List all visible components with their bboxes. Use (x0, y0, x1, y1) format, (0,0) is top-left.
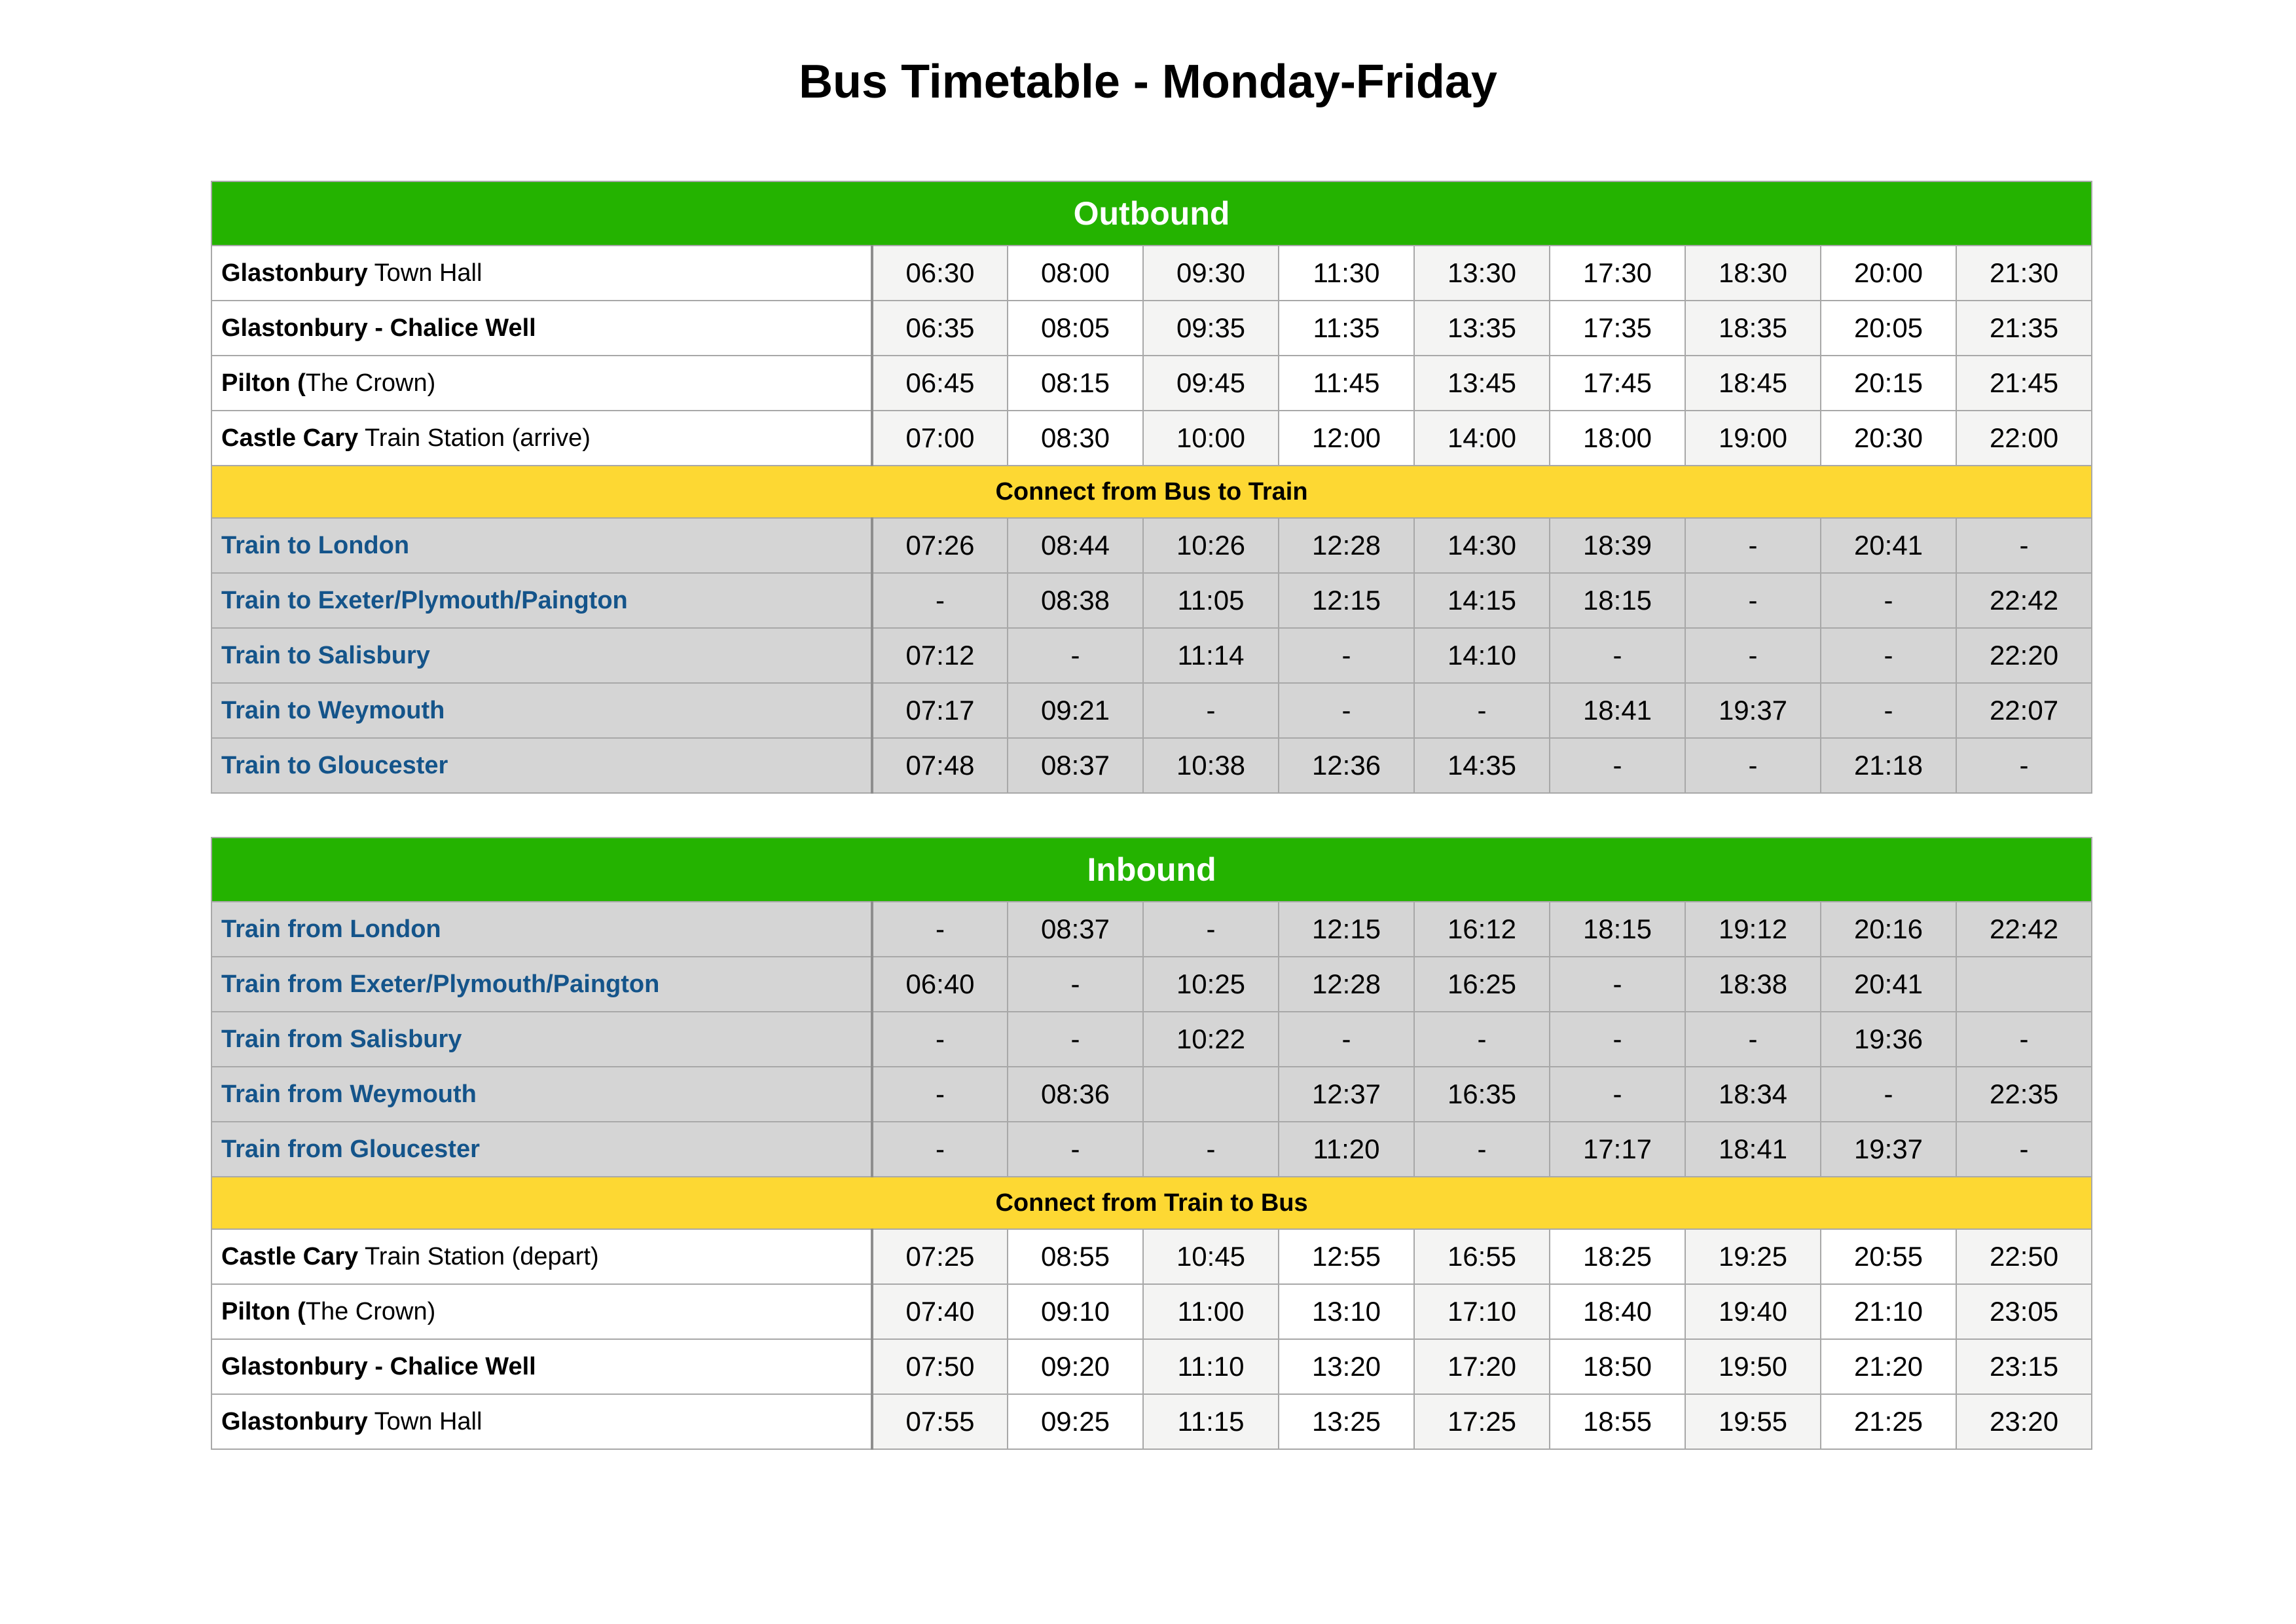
time-cell: - (1821, 1067, 1956, 1122)
time-cell: - (872, 1067, 1008, 1122)
time-cell: 09:10 (1008, 1284, 1143, 1339)
time-cell: 16:35 (1414, 1067, 1550, 1122)
stop-place: Castle Cary (221, 1242, 359, 1270)
time-cell: 18:15 (1550, 573, 1685, 628)
time-cell: - (1821, 573, 1956, 628)
time-cell: 08:37 (1008, 738, 1143, 793)
time-cell: 22:35 (1956, 1067, 2092, 1122)
time-cell: 21:18 (1821, 738, 1956, 793)
time-cell: 14:35 (1414, 738, 1550, 793)
page-title: Bus Timetable - Monday-Friday (799, 56, 1497, 108)
time-cell: 20:00 (1821, 246, 1956, 301)
time-cell: - (1143, 902, 1279, 957)
train-connection-row (211, 1122, 2092, 1177)
time-cell: 08:00 (1008, 246, 1143, 301)
time-cell: - (1685, 738, 1821, 793)
time-cell: 18:38 (1685, 957, 1821, 1012)
time-cell: - (1008, 1122, 1143, 1177)
connect-bus-to-train-banner (211, 466, 2092, 518)
time-cell: - (1008, 957, 1143, 1012)
time-cell: 19:36 (1821, 1012, 1956, 1067)
stop-name (211, 1284, 872, 1339)
time-cell: 10:38 (1143, 738, 1279, 793)
time-cell: 09:20 (1008, 1339, 1143, 1394)
stop-place: Glastonbury (221, 259, 368, 287)
time-cell: - (1685, 1012, 1821, 1067)
time-cell: 18:39 (1550, 518, 1685, 573)
time-cell: 12:28 (1279, 518, 1414, 573)
time-cell: 22:07 (1956, 683, 2092, 738)
time-cell: 11:45 (1279, 356, 1414, 411)
time-cell: - (1685, 628, 1821, 683)
time-cell: 16:25 (1414, 957, 1550, 1012)
time-cell: 21:20 (1821, 1339, 1956, 1394)
time-cell: 12:15 (1279, 902, 1414, 957)
time-cell: 20:05 (1821, 301, 1956, 356)
train-label: Train from Weymouth (211, 1067, 872, 1122)
train-label: Train to Salisbury (211, 628, 872, 683)
time-cell: 18:45 (1685, 356, 1821, 411)
time-cell: 18:41 (1550, 683, 1685, 738)
time-cell: 10:22 (1143, 1012, 1279, 1067)
time-cell: 20:15 (1821, 356, 1956, 411)
time-cell: 12:37 (1279, 1067, 1414, 1122)
stop-place: Glastonbury (221, 1407, 368, 1435)
time-cell: 08:36 (1008, 1067, 1143, 1122)
time-cell: 07:26 (872, 518, 1008, 573)
time-cell: 19:40 (1685, 1284, 1821, 1339)
stop-detail: The Crown) (305, 1297, 436, 1325)
time-cell: 20:55 (1821, 1229, 1956, 1284)
time-cell: - (1956, 1012, 2092, 1067)
time-cell: 17:25 (1414, 1394, 1550, 1449)
time-cell: - (872, 573, 1008, 628)
time-cell: 22:42 (1956, 902, 2092, 957)
train-label: Train to London (211, 518, 872, 573)
stop-detail: Town Hall (367, 259, 483, 287)
time-cell: - (1143, 683, 1279, 738)
time-cell: 11:14 (1143, 628, 1279, 683)
time-cell: 20:16 (1821, 902, 1956, 957)
time-cell: 06:40 (872, 957, 1008, 1012)
time-cell: 06:35 (872, 301, 1008, 356)
train-connection-row (211, 573, 2092, 628)
train-label: Train to Weymouth (211, 683, 872, 738)
time-cell (1956, 957, 2092, 1012)
time-cell: 21:35 (1956, 301, 2092, 356)
time-cell: 07:40 (872, 1284, 1008, 1339)
time-cell: 07:25 (872, 1229, 1008, 1284)
time-cell: 23:15 (1956, 1339, 2092, 1394)
time-cell: 19:50 (1685, 1339, 1821, 1394)
time-cell: 19:37 (1821, 1122, 1956, 1177)
time-cell: 11:15 (1143, 1394, 1279, 1449)
train-connection-row (211, 518, 2092, 573)
time-cell: 21:10 (1821, 1284, 1956, 1339)
time-cell: - (1550, 738, 1685, 793)
time-cell: - (872, 1012, 1008, 1067)
train-connection-row (211, 1067, 2092, 1122)
time-cell: 21:25 (1821, 1394, 1956, 1449)
stop-place: Pilton ( (221, 369, 306, 397)
stop-place: Glastonbury - Chalice Well (221, 314, 536, 342)
time-cell: 07:12 (872, 628, 1008, 683)
time-cell: 22:00 (1956, 411, 2092, 466)
stop-name (211, 301, 872, 356)
time-cell: - (1414, 1012, 1550, 1067)
train-label: Train to Gloucester (211, 738, 872, 793)
time-cell: 17:20 (1414, 1339, 1550, 1394)
time-cell: 22:20 (1956, 628, 2092, 683)
bus-stop-row (211, 1339, 2092, 1394)
train-label: Train to Exeter/Plymouth/Paington (211, 573, 872, 628)
time-cell: 20:41 (1821, 518, 1956, 573)
time-cell: 18:50 (1550, 1339, 1685, 1394)
time-cell: 11:35 (1279, 301, 1414, 356)
train-connection-row (211, 628, 2092, 683)
time-cell: 07:50 (872, 1339, 1008, 1394)
time-cell: 08:30 (1008, 411, 1143, 466)
bus-stop-row (211, 356, 2092, 411)
time-cell: 22:50 (1956, 1229, 2092, 1284)
train-connection-row (211, 738, 2092, 793)
time-cell: 16:12 (1414, 902, 1550, 957)
stop-name (211, 246, 872, 301)
time-cell: 20:41 (1821, 957, 1956, 1012)
time-cell: 10:26 (1143, 518, 1279, 573)
time-cell: 17:35 (1550, 301, 1685, 356)
time-cell: 18:15 (1550, 902, 1685, 957)
time-cell: - (1279, 683, 1414, 738)
time-cell: - (1956, 738, 2092, 793)
bus-stop-row (211, 301, 2092, 356)
time-cell: 11:10 (1143, 1339, 1279, 1394)
inbound-timetable (211, 837, 2092, 1450)
train-label: Train from Gloucester (211, 1122, 872, 1177)
time-cell: - (1008, 1012, 1143, 1067)
time-cell: 23:05 (1956, 1284, 2092, 1339)
time-cell: 19:37 (1685, 683, 1821, 738)
time-cell: - (1685, 518, 1821, 573)
time-cell: 14:15 (1414, 573, 1550, 628)
time-cell: 13:25 (1279, 1394, 1414, 1449)
time-cell: - (1821, 628, 1956, 683)
bus-stop-row (211, 1394, 2092, 1449)
time-cell: 11:30 (1279, 246, 1414, 301)
time-cell: 19:55 (1685, 1394, 1821, 1449)
time-cell: 12:00 (1279, 411, 1414, 466)
stop-place: Castle Cary (221, 424, 359, 452)
time-cell: - (1414, 683, 1550, 738)
train-label: Train from Salisbury (211, 1012, 872, 1067)
time-cell: - (1414, 1122, 1550, 1177)
time-cell: 18:30 (1685, 246, 1821, 301)
stop-name (211, 1229, 872, 1284)
time-cell: - (1821, 683, 1956, 738)
train-connection-row (211, 902, 2092, 957)
time-cell: 08:05 (1008, 301, 1143, 356)
bus-stop-row (211, 1284, 2092, 1339)
time-cell: - (1143, 1122, 1279, 1177)
time-cell: 12:36 (1279, 738, 1414, 793)
stop-name (211, 356, 872, 411)
stop-name (211, 1339, 872, 1394)
connect-bus-to-train-banner-text: Connect from Bus to Train (211, 466, 2092, 518)
time-cell: 09:30 (1143, 246, 1279, 301)
time-cell: 19:00 (1685, 411, 1821, 466)
time-cell: 11:05 (1143, 573, 1279, 628)
time-cell: 17:10 (1414, 1284, 1550, 1339)
time-cell: - (872, 902, 1008, 957)
time-cell: 09:35 (1143, 301, 1279, 356)
time-cell: 10:00 (1143, 411, 1279, 466)
time-cell: 09:45 (1143, 356, 1279, 411)
time-cell: 11:20 (1279, 1122, 1414, 1177)
time-cell: 06:30 (872, 246, 1008, 301)
time-cell: - (1550, 957, 1685, 1012)
connect-train-to-bus-banner (211, 1177, 2092, 1229)
time-cell: 07:48 (872, 738, 1008, 793)
time-cell: 18:00 (1550, 411, 1685, 466)
time-cell: - (1550, 1012, 1685, 1067)
time-cell: 17:17 (1550, 1122, 1685, 1177)
time-cell: 06:45 (872, 356, 1008, 411)
time-cell: 21:45 (1956, 356, 2092, 411)
stop-detail: Train Station (arrive) (358, 424, 591, 452)
time-cell: 10:45 (1143, 1229, 1279, 1284)
train-label: Train from London (211, 902, 872, 957)
time-cell: 12:55 (1279, 1229, 1414, 1284)
bus-stop-row (211, 411, 2092, 466)
time-cell: 13:20 (1279, 1339, 1414, 1394)
time-cell: 18:41 (1685, 1122, 1821, 1177)
stop-place: Pilton ( (221, 1297, 306, 1325)
time-cell: 19:25 (1685, 1229, 1821, 1284)
time-cell: 08:44 (1008, 518, 1143, 573)
stop-detail: Town Hall (367, 1407, 483, 1435)
train-connection-row (211, 957, 2092, 1012)
time-cell: - (1008, 628, 1143, 683)
time-cell: - (1550, 628, 1685, 683)
time-cell: - (1279, 628, 1414, 683)
time-cell: 17:30 (1550, 246, 1685, 301)
time-cell: 19:12 (1685, 902, 1821, 957)
time-cell: 18:25 (1550, 1229, 1685, 1284)
time-cell: - (1956, 518, 2092, 573)
time-cell: 07:17 (872, 683, 1008, 738)
time-cell: - (872, 1122, 1008, 1177)
stop-detail: Train Station (depart) (358, 1242, 599, 1270)
train-connection-row (211, 1012, 2092, 1067)
time-cell (1143, 1067, 1279, 1122)
outbound-timetable (211, 181, 2092, 794)
bus-stop-row (211, 1229, 2092, 1284)
time-cell: 08:38 (1008, 573, 1143, 628)
time-cell: 09:21 (1008, 683, 1143, 738)
stop-detail: The Crown) (305, 369, 436, 397)
train-label: Train from Exeter/Plymouth/Paington (211, 957, 872, 1012)
connect-train-to-bus-banner-text: Connect from Train to Bus (211, 1177, 2092, 1229)
time-cell: 11:00 (1143, 1284, 1279, 1339)
time-cell: 13:35 (1414, 301, 1550, 356)
outbound-heading-text: Outbound (211, 181, 2092, 246)
time-cell: 14:30 (1414, 518, 1550, 573)
outbound-heading (211, 181, 2092, 246)
stop-name (211, 1394, 872, 1449)
time-cell: 08:37 (1008, 902, 1143, 957)
time-cell: 12:15 (1279, 573, 1414, 628)
time-cell: 07:55 (872, 1394, 1008, 1449)
time-cell: 13:10 (1279, 1284, 1414, 1339)
time-cell: 16:55 (1414, 1229, 1550, 1284)
bus-stop-row (211, 246, 2092, 301)
time-cell: 09:25 (1008, 1394, 1143, 1449)
time-cell: 07:00 (872, 411, 1008, 466)
time-cell: 08:55 (1008, 1229, 1143, 1284)
time-cell: 14:10 (1414, 628, 1550, 683)
time-cell: 21:30 (1956, 246, 2092, 301)
time-cell: - (1685, 573, 1821, 628)
time-cell: - (1550, 1067, 1685, 1122)
time-cell: 18:55 (1550, 1394, 1685, 1449)
inbound-heading (211, 838, 2092, 902)
time-cell: 13:30 (1414, 246, 1550, 301)
stop-place: Glastonbury - Chalice Well (221, 1352, 536, 1380)
time-cell: 10:25 (1143, 957, 1279, 1012)
stop-name (211, 411, 872, 466)
time-cell: 20:30 (1821, 411, 1956, 466)
time-cell: 18:34 (1685, 1067, 1821, 1122)
time-cell: - (1279, 1012, 1414, 1067)
time-cell: 23:20 (1956, 1394, 2092, 1449)
time-cell: 17:45 (1550, 356, 1685, 411)
time-cell: 12:28 (1279, 957, 1414, 1012)
time-cell: 18:35 (1685, 301, 1821, 356)
time-cell: 14:00 (1414, 411, 1550, 466)
time-cell: 18:40 (1550, 1284, 1685, 1339)
time-cell: - (1956, 1122, 2092, 1177)
time-cell: 13:45 (1414, 356, 1550, 411)
time-cell: 22:42 (1956, 573, 2092, 628)
train-connection-row (211, 683, 2092, 738)
inbound-heading-text: Inbound (211, 838, 2092, 902)
time-cell: 08:15 (1008, 356, 1143, 411)
